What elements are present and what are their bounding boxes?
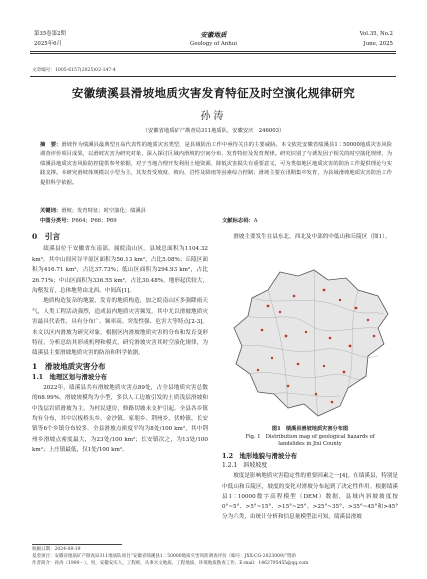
figure-1-caption-en-line-2: landslides in Jixi County bbox=[278, 441, 342, 448]
journal-name-cn: 安徽地质 bbox=[200, 31, 227, 39]
author-bio: 作者简介：孙涛（1990－），男，安徽安庆人，工程师，从事水文地质、工程地质、环境地质勘查工作。E-mail：1462795455@qq.com bbox=[32, 561, 309, 566]
keywords-label: 关键词： bbox=[40, 208, 62, 214]
right-column-top bbox=[222, 232, 398, 242]
landslide-distribution-map bbox=[228, 266, 396, 424]
clc-number bbox=[40, 217, 220, 226]
received-date: 收稿日期：2024-08-19 bbox=[32, 547, 81, 552]
intro-paragraph-2: 地质构造复杂的地貌，发育的地质构造，加之皖南山区多强降雨天气，人类工程活动强烈，造成县内地质灾害频发。其中尤以滑坡地质灾害最具代表性，具有分布广、频率高、突发性强、危害大等特点[2-3]。本文以区内滑坡为研究对象，根据区内滑坡地质灾害的分布和发育变形特征，分析总结其形成机理和模式，研究滑坡灾害其时空演化规律，为绩溪县主要滑坡地质灾害的防治和科学依据。 bbox=[32, 298, 208, 357]
county-outline bbox=[234, 270, 388, 416]
section-1-heading: 1 滑坡地质灾害分布 bbox=[32, 361, 106, 371]
section-1-1-paragraph: 2022年，绩溪县共有滑坡地质灾害点89处，占全县地质灾害总数的68.99%。滑坡规模均为小型，多以人工边坡引发的土质浅层滑坡和中浅层岩质滑坡为主，为村民建房、修路切坡未支护引起。全县各乡镇均有分布，其中以板桥头乡、金沙镇、家朋乡、荆州乡、伏岭镇、长安镇等6个乡镇分布较多。全县滑坡点密度平均为8处/100 km²，其中荆州乡滑坡点密度最大，为23处/100 km²；长安镇次之，为13处/100 km²；上庄镇最低，仅1处/100 km²。 bbox=[32, 384, 208, 454]
figure-1-caption bbox=[222, 426, 398, 449]
date-cn: 2025年6月 bbox=[34, 41, 62, 47]
intro-paragraph-1: 绩溪县位于安徽省东南部，属皖南山区。县域总面积为1104.32 km²，其中山间河谷平原区面积为56.13 km²，占比5.08%；丘陵区面积为416.71 km²，占比37.73%；低山区面积为294.93 km²，占比26.71%；中山区面积为336.55 km²，占比30.48%。地形起伏较大，沟壑发育，总体地势由北西、中间高[1]。 bbox=[32, 246, 208, 295]
volume-issue-en: Vol.35, No.2 bbox=[359, 31, 393, 37]
author: 孙涛 bbox=[200, 111, 227, 122]
doc-code-value: A bbox=[253, 218, 258, 224]
figure-1-caption-cn: 图1 绩溪县滑坡地质灾害分布图 bbox=[271, 426, 349, 432]
header-rule-2 bbox=[30, 53, 396, 54]
keywords-text: 滑坡；发育特征；时空演化；绩溪县 bbox=[61, 208, 146, 214]
paper-title: 安徽绩溪县滑坡地质灾害发育特征及时空演化规律研究 bbox=[71, 86, 356, 100]
slope-paragraph: 坡度是影响地质灾害稳定性的重要因素之一[4]。在绩溪县，特别是中低山和丘陵区，坡度的变化对滑坡分布起到了决定性作用。根据绩溪县1∶10000数字高程模型（DEM）数据，县域内斜坡坡度按0°~5°、>5°~15°、>15°~25°、>25°~35°、>35°~45°和>45°分为六类，由统计分析和信息量模型法可知，绩溪县滑坡 bbox=[222, 473, 398, 521]
abstract-label: 摘 要： bbox=[40, 142, 62, 148]
date-en: June, 2025 bbox=[363, 41, 393, 47]
figure-1-map bbox=[228, 266, 396, 424]
doc-code bbox=[222, 217, 372, 226]
keywords bbox=[40, 207, 392, 216]
journal-name-en: Geology of Anhui bbox=[190, 41, 237, 47]
abstract bbox=[40, 141, 392, 188]
figure-1-caption-en-line-1: Fig. 1 Distribution map of geological hazards of bbox=[245, 433, 375, 440]
footnotes bbox=[32, 546, 398, 567]
section-1-1-heading: 1.1 地理区划与滑坡分布 bbox=[32, 373, 108, 382]
section-1-2-heading: 1.2 地形地貌与滑坡分布 bbox=[222, 452, 298, 460]
left-column bbox=[32, 232, 208, 456]
intro-heading: 0 引言 bbox=[32, 232, 61, 241]
article-number: 文章编号：1005-6157(2025)02-147-4 bbox=[32, 68, 116, 73]
distribution-paragraph: 滑坡主要发生在县东北、西北及中部的中低山和丘陵区（图1）。 bbox=[233, 234, 391, 240]
meta-rule bbox=[30, 76, 396, 77]
abstract-text: 滑坡作为绩溪县最典型且高代表性的地质灾害类型，是县域防治工作中亟待关注的主要威胁。本文依托安徽省绩溪县1∶50000地质灾害风险调查评价项目成果，以滑坡灾害为研究对象，深入探讨区域内滑坡的空间分布、发育特征及发育规律。研究识别了与诱发因子相关的时空演化规律，为绩溪县地质灾害风险防控提供参考依据，对于当地合理开发利用土地资源、降低灾害损失有重要意义，可为类似地区地质灾害的防治工作提供理论与实践支撑。本研究滑坡体规模以小型为主，其发育受坡度、坡向、岩性及降雨等因素综合控制；滑坡主要在汛期集中发育，为县域滑坡地质灾害防治工作提供科学依据。 bbox=[40, 142, 392, 186]
header-rule bbox=[30, 51, 396, 52]
section-1-2-1-heading: 1.2.1 斜坡坡度 bbox=[222, 462, 268, 470]
fund-info: 基金项目：安徽省地质矿产勘查局311地质队项目“安徽省绩溪县1∶50000地质灾害风险调查评价（编号：JXX-CG-2023009)”资助 bbox=[32, 554, 296, 559]
volume-issue-cn: 第35卷第2期 bbox=[34, 31, 66, 37]
footnote-rule bbox=[32, 544, 122, 545]
right-column-bottom bbox=[222, 451, 398, 522]
clc-label: 中图分类号： bbox=[40, 218, 72, 224]
affiliation: （安徽省地质矿产勘查局311地质队，安徽安庆 246003） bbox=[142, 128, 285, 134]
clc-value: P664；P66；P69 bbox=[71, 218, 117, 224]
doc-code-label: 文献标志码： bbox=[222, 218, 254, 224]
